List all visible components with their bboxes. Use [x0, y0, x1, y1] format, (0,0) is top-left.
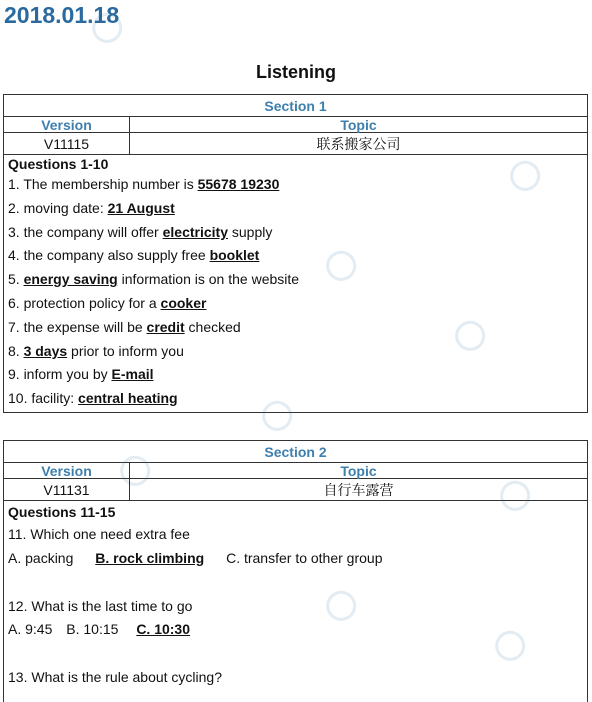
answer: cooker	[160, 294, 207, 311]
option-a: A. 9:45	[8, 621, 53, 638]
answer: credit	[146, 318, 185, 335]
topic-value: 联系搬家公司	[316, 135, 401, 152]
topic-value: 自行车露营	[323, 481, 394, 498]
question-4	[8, 244, 583, 268]
page-date: 2018.01.18	[4, 2, 120, 28]
question-text: 1. The membership number is	[8, 176, 198, 192]
answer: E-mail	[111, 366, 154, 383]
section-2-value-row	[4, 479, 587, 501]
option-a: A. packing	[8, 549, 74, 566]
section-2-header-row	[4, 463, 587, 479]
questions-header: Questions 1-10	[8, 156, 109, 172]
topic-header: Topic	[340, 116, 377, 133]
question-text-suffix: prior to inform you	[67, 342, 184, 359]
option-c-answer: C. 10:30	[136, 621, 191, 638]
question-12: 12. What is the last time to go	[8, 597, 193, 614]
questions-header: Questions 11-15	[8, 504, 116, 520]
answer: 3 days	[23, 342, 68, 359]
section-1-table	[3, 94, 588, 413]
section-2-title: Section 2	[4, 441, 587, 463]
question-text: 7. the expense will be	[8, 318, 147, 335]
question-text: 5.	[8, 271, 24, 288]
question-text: 2. moving date:	[8, 199, 108, 216]
answer: 55678 19230	[197, 176, 280, 192]
question-text-suffix: supply	[227, 223, 273, 240]
question-9	[8, 363, 583, 387]
option-c: C. transfer to other group	[226, 549, 383, 566]
option-b-answer: B. rock climbing	[95, 549, 205, 566]
section-1-value-row	[4, 133, 587, 155]
question-1	[8, 173, 583, 197]
question-5	[8, 268, 583, 292]
question-text: 8.	[8, 342, 24, 359]
section-1-questions	[4, 155, 587, 412]
question-2	[8, 197, 583, 221]
question-text: 9. inform you by	[8, 366, 112, 383]
question-text-suffix: checked	[184, 318, 241, 335]
question-11: 11. Which one need extra fee	[8, 526, 190, 542]
section-1-title: Section 1	[4, 95, 587, 117]
spacer	[8, 642, 583, 666]
question-text: 6. protection policy for a	[8, 294, 161, 311]
question-12-options	[8, 618, 583, 642]
answer: electricity	[162, 223, 228, 240]
version-header: Version	[4, 117, 130, 132]
topic-header: Topic	[340, 462, 377, 479]
version-value: V11131	[4, 479, 130, 500]
answer: central heating	[78, 390, 178, 407]
section-2-table	[3, 440, 588, 702]
option-b: B. 10:15	[66, 621, 119, 638]
question-10	[8, 387, 583, 411]
question-13: 13. What is the rule about cycling?	[8, 669, 223, 686]
section-1-header-row	[4, 117, 587, 133]
question-8	[8, 340, 583, 364]
answer: 21 August	[107, 199, 175, 216]
answer: booklet	[209, 247, 260, 264]
question-text: 4. the company also supply free	[8, 247, 210, 264]
question-7	[8, 316, 583, 340]
question-11-options	[8, 547, 583, 571]
page-heading: Listening	[256, 62, 336, 82]
section-2-questions	[4, 501, 587, 690]
question-text-suffix: information is on the website	[117, 271, 300, 288]
question-list	[8, 173, 583, 411]
answer: energy saving	[23, 271, 118, 288]
version-value: V11115	[4, 133, 130, 154]
question-text: 3. the company will offer	[8, 223, 163, 240]
question-text: 10. facility:	[8, 390, 79, 407]
question-3	[8, 221, 583, 245]
question-6	[8, 292, 583, 316]
version-header: Version	[4, 463, 130, 478]
spacer	[8, 571, 583, 595]
